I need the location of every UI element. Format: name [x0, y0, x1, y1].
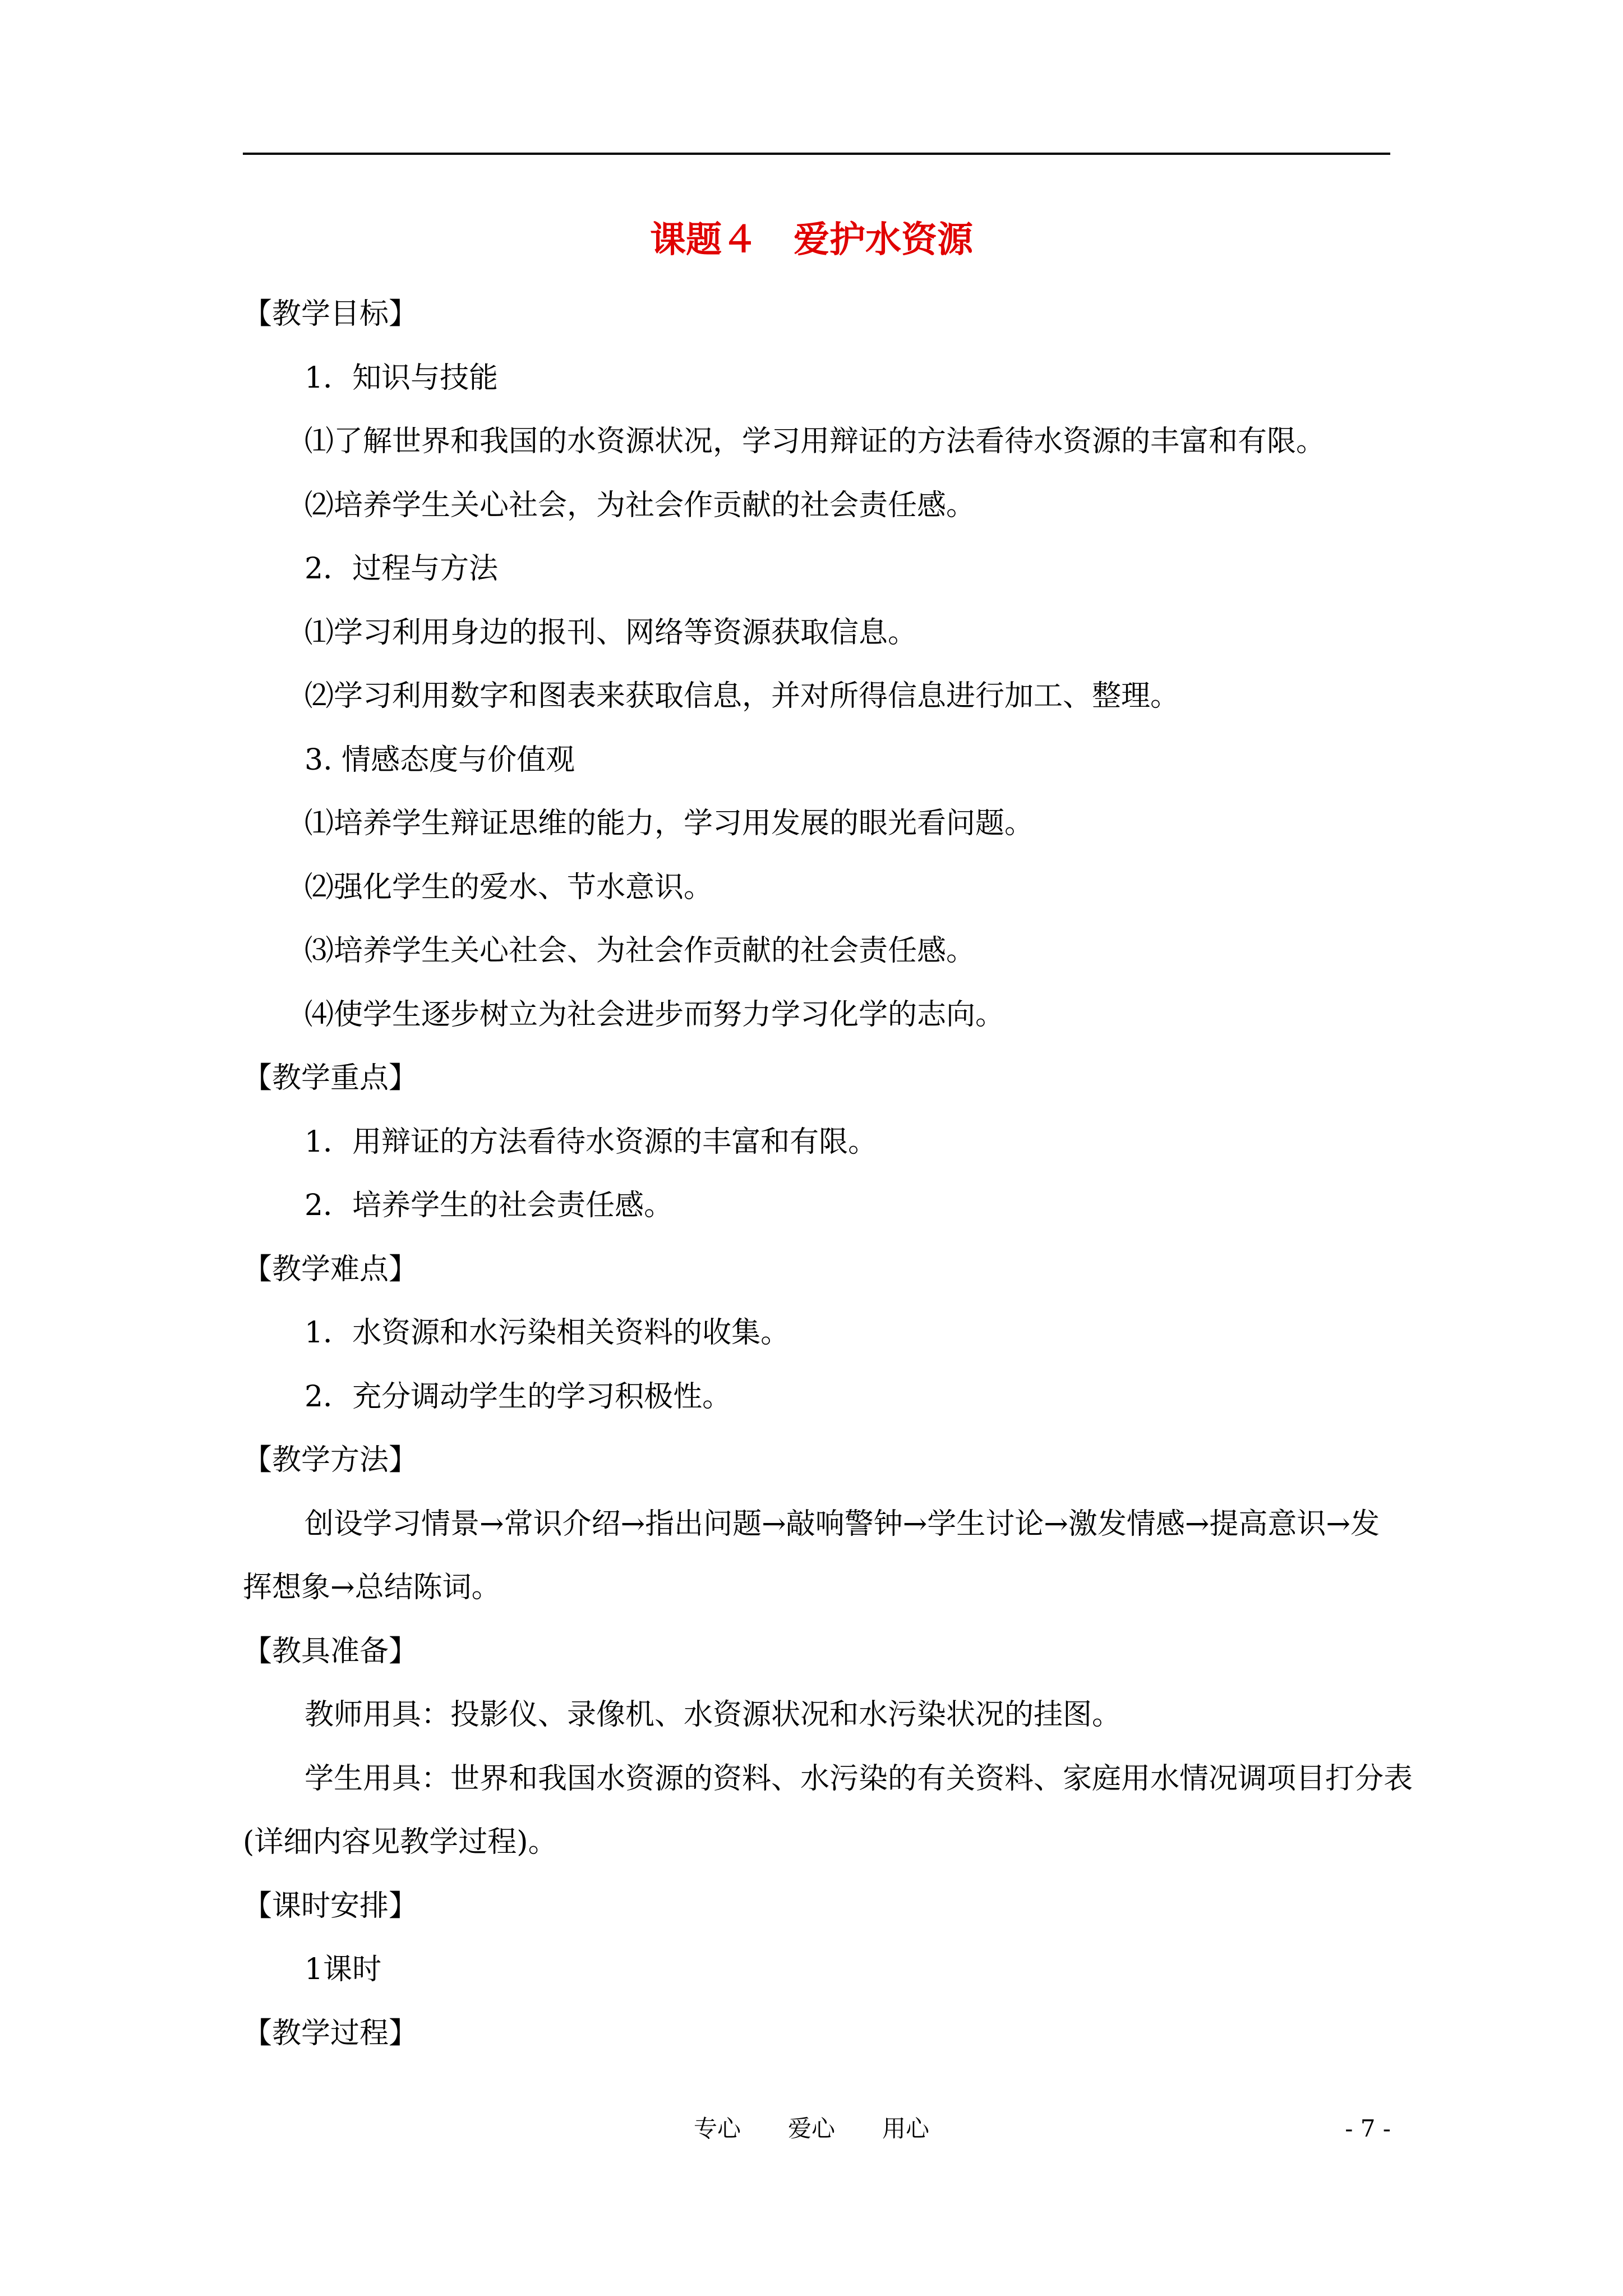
header-rule: [243, 153, 1390, 155]
paragraph-line: ⑷使学生逐步树立为社会进步而努力学习化学的志向。: [305, 998, 1005, 1032]
section-heading: 【教具准备】: [243, 1635, 418, 1668]
paragraph-line: 2．充分调动学生的学习积极性。: [305, 1380, 732, 1414]
section-heading: 【教学重点】: [243, 1061, 418, 1095]
page-title: 课题４ 爱护水资源: [650, 219, 973, 261]
footer-motto: 专心 爱心 用心: [693, 2115, 929, 2142]
paragraph-line: ⑶培养学生关心社会、为社会作贡献的社会责任感。: [305, 934, 976, 968]
paragraph-line: 2．培养学生的社会责任感。: [305, 1189, 674, 1222]
section-heading: 【课时安排】: [243, 1889, 418, 1923]
paragraph-line: ⑵学习利用数字和图表来获取信息，并对所得信息进行加工、整理。: [305, 679, 1180, 713]
paragraph-line: 学生用具：世界和我国水资源的资料、水污染的有关资料、家庭用水情况调项目打分表: [305, 1762, 1413, 1796]
paragraph-line: ⑵强化学生的爱水、节水意识。: [305, 871, 713, 904]
section-heading: 【教学目标】: [243, 297, 418, 331]
paragraph-line: 3. 情感态度与价值观: [305, 743, 575, 777]
paragraph-line: 2．过程与方法: [305, 552, 499, 586]
paragraph-line: ⑴了解世界和我国的水资源状况，学习用辩证的方法看待水资源的丰富和有限。: [305, 425, 1326, 458]
paragraph-line: 创设学习情景→常识介绍→指出问题→敲响警钟→学生讨论→激发情感→提高意识→发: [305, 1507, 1380, 1541]
paragraph-line: ⑴培养学生辩证思维的能力，学习用发展的眼光看问题。: [305, 807, 1034, 840]
paragraph-line: 1．水资源和水污染相关资料的收集。: [305, 1316, 790, 1350]
paragraph-line: ⑵培养学生关心社会，为社会作贡献的社会责任感。: [305, 489, 976, 522]
paragraph-line: 教师用具：投影仪、录像机、水资源状况和水污染状况的挂图。: [305, 1698, 1122, 1732]
section-heading: 【教学方法】: [243, 1443, 418, 1477]
paragraph-line: 1．知识与技能: [305, 361, 499, 395]
paragraph-line: ⑴学习利用身边的报刊、网络等资源获取信息。: [305, 616, 917, 650]
section-heading: 【教学难点】: [243, 1253, 418, 1286]
paragraph-continuation: 挥想象→总结陈词。: [243, 1571, 501, 1604]
paragraph-line: 1．用辩证的方法看待水资源的丰富和有限。: [305, 1125, 878, 1159]
section-heading: 【教学过程】: [243, 2017, 418, 2050]
paragraph-continuation: (详细内容见教学过程)。: [243, 1825, 557, 1859]
page-number: - 7 -: [1345, 2115, 1391, 2142]
paragraph-line: 1课时: [305, 1953, 382, 1986]
